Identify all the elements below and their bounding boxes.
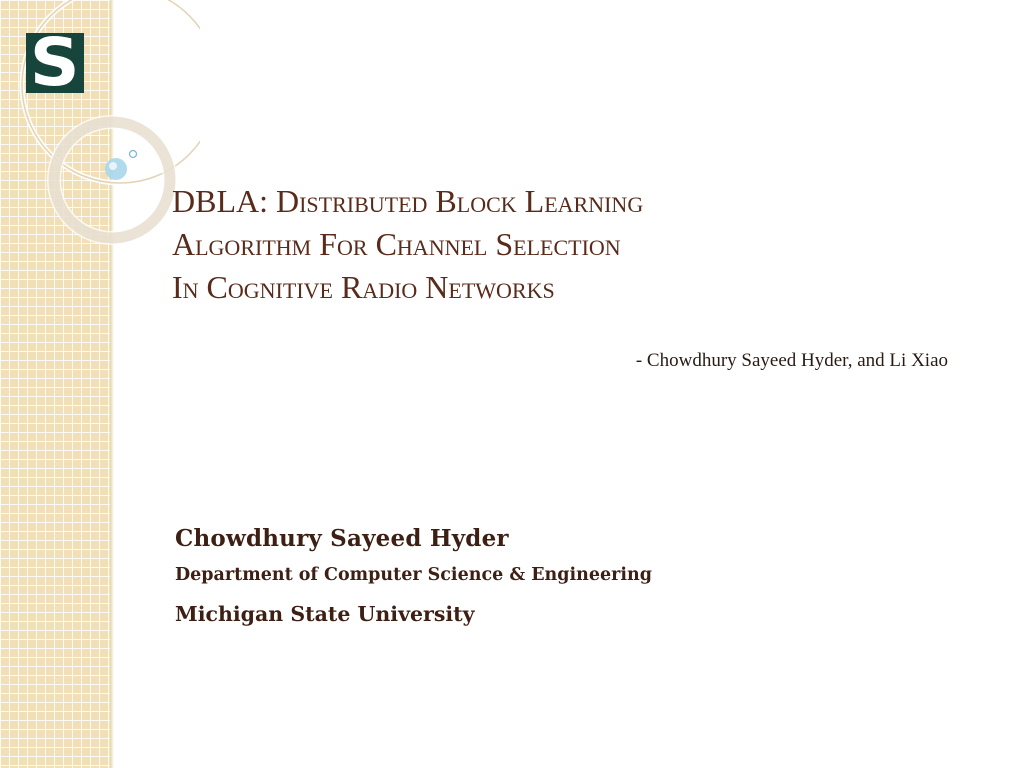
presenter-university: Michigan State University [175, 602, 475, 626]
authors-byline: - Chowdhury Sayeed Hyder, and Li Xiao [635, 350, 948, 371]
slide-title [172, 180, 972, 309]
title-line-2: Algorithm For Channel Selection [172, 226, 621, 262]
title-line-1: DBLA: Distributed Block Learning [172, 183, 644, 219]
presenter-info [175, 522, 935, 634]
logo-glyph: S [30, 24, 80, 101]
presenter-department: Department of Computer Science & Engineering [175, 565, 652, 585]
trademark-mark: ™ [79, 91, 84, 97]
presenter-name: Chowdhury Sayeed Hyder [175, 525, 509, 552]
title-line-3: In Cognitive Radio Networks [172, 269, 555, 305]
